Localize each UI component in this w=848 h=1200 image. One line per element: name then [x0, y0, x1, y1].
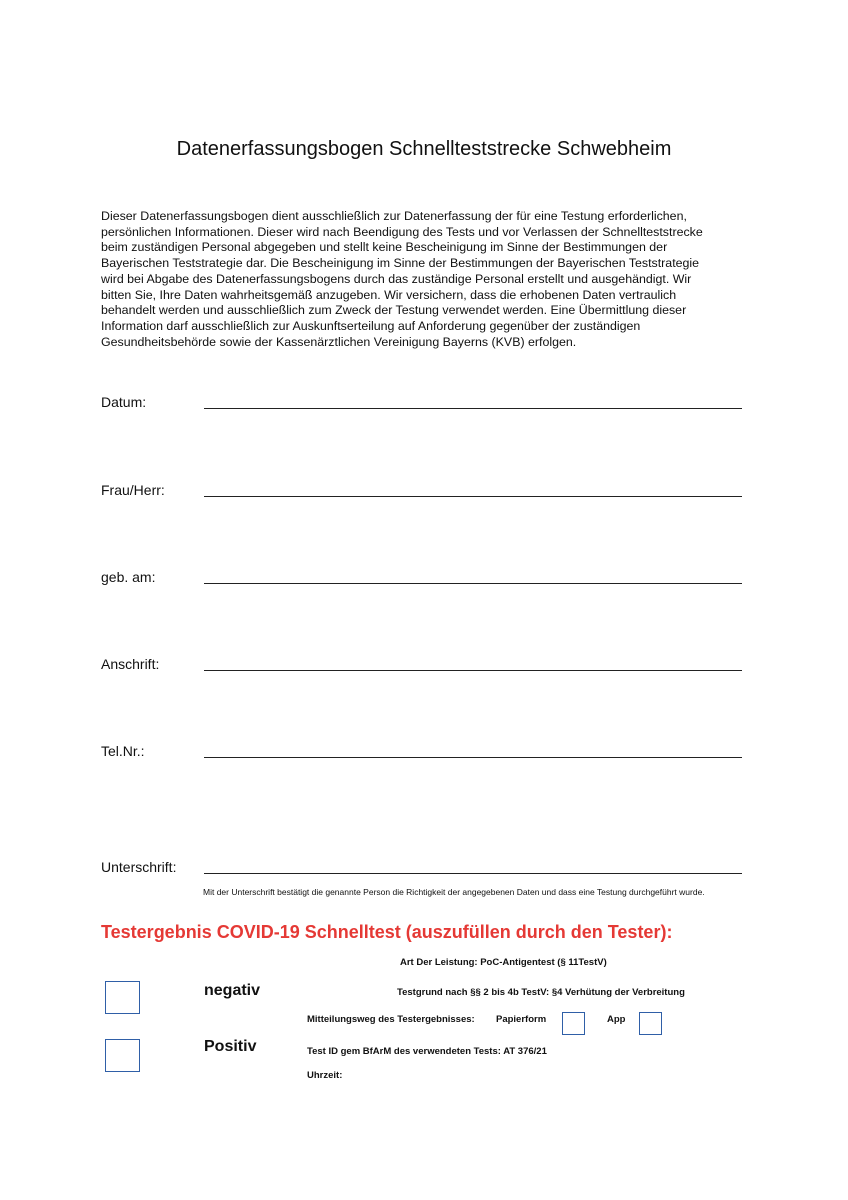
app-option-label: App [607, 1014, 626, 1025]
intro-line: bitten Sie, Ihre Daten wahrheitsgemäß anzugeben. Wir versichern, dass die erhobenen Daten vertraulich [101, 287, 677, 302]
intro-line: Information darf ausschließlich zur Auskunftserteilung auf Anforderung gegenüber der zuständigen [101, 318, 641, 333]
birthdate-label: geb. am: [101, 569, 156, 585]
page-title: Datenerfassungsbogen Schnellteststrecke Schwebheim [176, 138, 672, 160]
app-checkbox[interactable] [639, 1012, 662, 1035]
name-label: Frau/Herr: [101, 482, 165, 498]
intro-line: Gesundheitsbehörde sowie der Kassenärztlichen Vereinigung Bayerns (KVB) erfolgen. [101, 334, 577, 349]
test-id: Test ID gem BfArM des verwendeten Tests: AT 376/21 [307, 1046, 547, 1057]
service-type: Art Der Leistung: PoC-Antigentest (§ 11TestV) [400, 957, 607, 968]
intro-line: wird bei Abgabe des Datenerfassungsbogens durch das zuständige Personal erstellt und ausgehändigt. Wir [101, 271, 692, 286]
signature-line[interactable] [204, 873, 742, 874]
datum-label: Datum: [101, 394, 147, 410]
signature-label: Unterschrift: [101, 859, 177, 875]
paper-checkbox[interactable] [562, 1012, 585, 1035]
delivery-label: Mitteilungsweg des Testergebnisses: [307, 1014, 475, 1025]
address-line[interactable] [204, 670, 742, 671]
intro-line: beim zuständigen Personal abgegeben und stellt keine Bescheinigung im Sinne der Bestimmungen der [101, 240, 668, 255]
birthdate-line[interactable] [204, 583, 742, 584]
intro-line: Bayerischen Teststrategie dar. Die Bescheinigung im Sinne der Bestimmungen der Bayerischen Teststrategie [101, 256, 700, 271]
intro-line: behandelt werden und ausschließlich zum Zweck der Testung verwendet werden. Eine Übermittlung dieser [101, 303, 687, 318]
datum-line[interactable] [204, 408, 742, 409]
intro-line: persönlichen Informationen. Dieser wird nach Beendigung des Tests und vor Verlassen der Schnellteststrecke [101, 224, 703, 239]
name-line[interactable] [204, 496, 742, 497]
address-label: Anschrift: [101, 656, 160, 672]
phone-label: Tel.Nr.: [101, 743, 145, 759]
result-heading: Testergebnis COVID-19 Schnelltest (auszufüllen durch den Tester): [101, 922, 673, 942]
phone-line[interactable] [204, 757, 742, 758]
intro-paragraph [101, 209, 741, 350]
positive-label: Positiv [204, 1038, 257, 1055]
signature-note: Mit der Unterschrift bestätigt die genannte Person die Richtigkeit der angegebenen Daten und dass eine Testung durchgeführt wurde. [203, 887, 705, 897]
negative-checkbox[interactable] [105, 981, 140, 1014]
time-label: Uhrzeit: [307, 1070, 343, 1081]
test-reason: Testgrund nach §§ 2 bis 4b TestV: §4 Verhütung der Verbreitung [397, 987, 685, 998]
positive-checkbox[interactable] [105, 1039, 140, 1072]
negative-label: negativ [204, 982, 261, 999]
paper-option-label: Papierform [496, 1014, 547, 1025]
intro-line: Dieser Datenerfassungsbogen dient ausschließlich zur Datenerfassung der für eine Testung erforderlichen, [101, 209, 687, 223]
